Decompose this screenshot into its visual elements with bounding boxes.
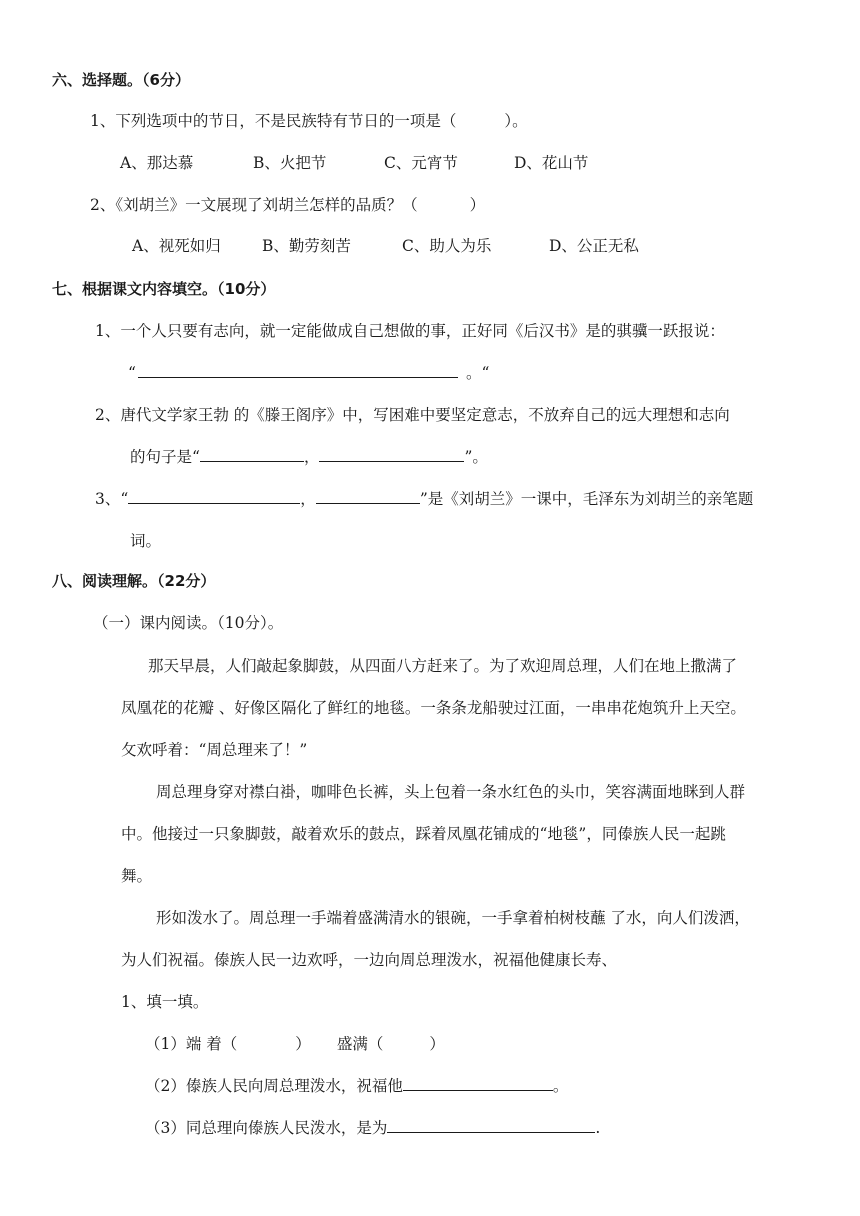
question-6-1: [90, 110, 528, 132]
question-text-end: 。: [552, 1077, 569, 1095]
question-6-1-options: [120, 152, 588, 174]
question-text: 的句子是“: [130, 448, 200, 466]
passage-line: 攵欢呼着：“周总理来了！”: [121, 741, 308, 759]
question-7-1-answer-line: [128, 362, 489, 384]
question-text-end: ）: [469, 196, 486, 214]
option-d[interactable]: D、公正无私: [549, 237, 639, 255]
fill-question-1: [145, 1033, 445, 1055]
passage-line: 舞。: [121, 867, 153, 885]
passage-line: 周总理身穿对襟白褂，咖啡色长裤，头上包着一条水红色的头巾，笑容满面地眯到人群: [156, 783, 746, 801]
open-quote: “: [128, 364, 136, 382]
comma: ，: [300, 490, 316, 508]
question-text: （2）傣族人民向周总理泼水，祝福他: [145, 1077, 403, 1095]
question-6-2: [90, 194, 485, 216]
question-text-end: ”。: [464, 448, 488, 466]
fill-section-title: 1、填一填。: [121, 993, 209, 1011]
option-a[interactable]: A、视死如归: [132, 237, 221, 255]
fill-question-3: [145, 1117, 600, 1139]
question-text: 2、《刘胡兰》一文展现了刘胡兰怎样的品质？（: [90, 196, 418, 214]
question-7-3: [95, 488, 753, 510]
question-text: 1、下列选项中的节日，不是民族特有节日的一项是（: [90, 112, 457, 130]
section7-title: 七、根据课文内容填空。（10分）: [52, 280, 276, 298]
question-text-end: .: [595, 1119, 601, 1137]
option-b[interactable]: B、勤劳刻苦: [262, 237, 351, 255]
reading-subsection-title: （一）课内阅读。（10分）。: [93, 614, 284, 632]
question-7-2-answer-line: [130, 446, 488, 468]
fill-blank-1[interactable]: [128, 488, 300, 504]
option-b[interactable]: B、火把节: [253, 154, 327, 172]
question-7-3-line2: 词。: [130, 532, 162, 550]
label-a: （1）端 着（: [145, 1035, 238, 1053]
question-6-2-options: [132, 235, 639, 257]
passage-line: 中。他接过一只象脚鼓，敲着欢乐的鼓点，踩着凤凰花铺成的“地毯”，同傣族人民一起跳: [121, 825, 726, 843]
fill-blank-2[interactable]: [319, 446, 464, 462]
close-a: ）: [295, 1035, 311, 1053]
passage-line: 凤凰花的花瓣 、好像区隔化了鲜红的地毯。一条条龙船驶过江面，一串串花炮筑升上天空。: [121, 699, 746, 717]
option-c[interactable]: C、助人为乐: [402, 237, 492, 255]
label-b: 盛满（: [336, 1035, 384, 1053]
close-quote: 。“: [465, 364, 490, 382]
passage-line: 那天早晨，人们敲起象脚鼓，从四面八方赶来了。为了欢迎周总理，人们在地上撒满了: [148, 657, 738, 675]
question-7-1: 1、一个人只要有志向，就一定能做成自己想做的事，正好同《后汉书》是的骐骥一跃报说：: [95, 322, 725, 340]
question-text-end: ”是《刘胡兰》一课中，毛泽东为刘胡兰的亲笔题: [419, 490, 754, 508]
question-prefix: 3、“: [95, 490, 129, 508]
fill-question-2: [145, 1075, 568, 1097]
question-text: （3）同总理向傣族人民泼水，是为: [145, 1119, 388, 1137]
option-d[interactable]: D、花山节: [514, 154, 589, 172]
fill-blank[interactable]: [387, 1117, 595, 1133]
comma: ，: [303, 448, 320, 466]
option-c[interactable]: C、元宵节: [384, 154, 458, 172]
fill-blank[interactable]: [403, 1075, 553, 1091]
section8-title: 八、阅读理解。（22分）: [52, 572, 216, 590]
close-b: ）: [429, 1035, 445, 1053]
fill-blank-2[interactable]: [316, 488, 420, 504]
fill-blank[interactable]: [138, 362, 458, 378]
fill-blank-1[interactable]: [200, 446, 304, 462]
passage-line: 为人们祝福。傣族人民一边欢呼，一边向周总理泼水，祝福他健康长寿、: [121, 951, 618, 969]
passage-line: 形如泼水了。周总理一手端着盛满清水的银碗，一手拿着柏树枝蘸 了水，向人们泼洒，: [156, 909, 750, 927]
question-text-end: ）。: [504, 112, 528, 130]
option-a[interactable]: A、那达慕: [120, 154, 194, 172]
question-7-2: 2、唐代文学家王勃 的《滕王阁序》中，写困难中要坚定意志，不放弃自己的远大理想和志向: [95, 406, 730, 424]
section6-title: 六、选择题。（6分）: [52, 71, 190, 89]
